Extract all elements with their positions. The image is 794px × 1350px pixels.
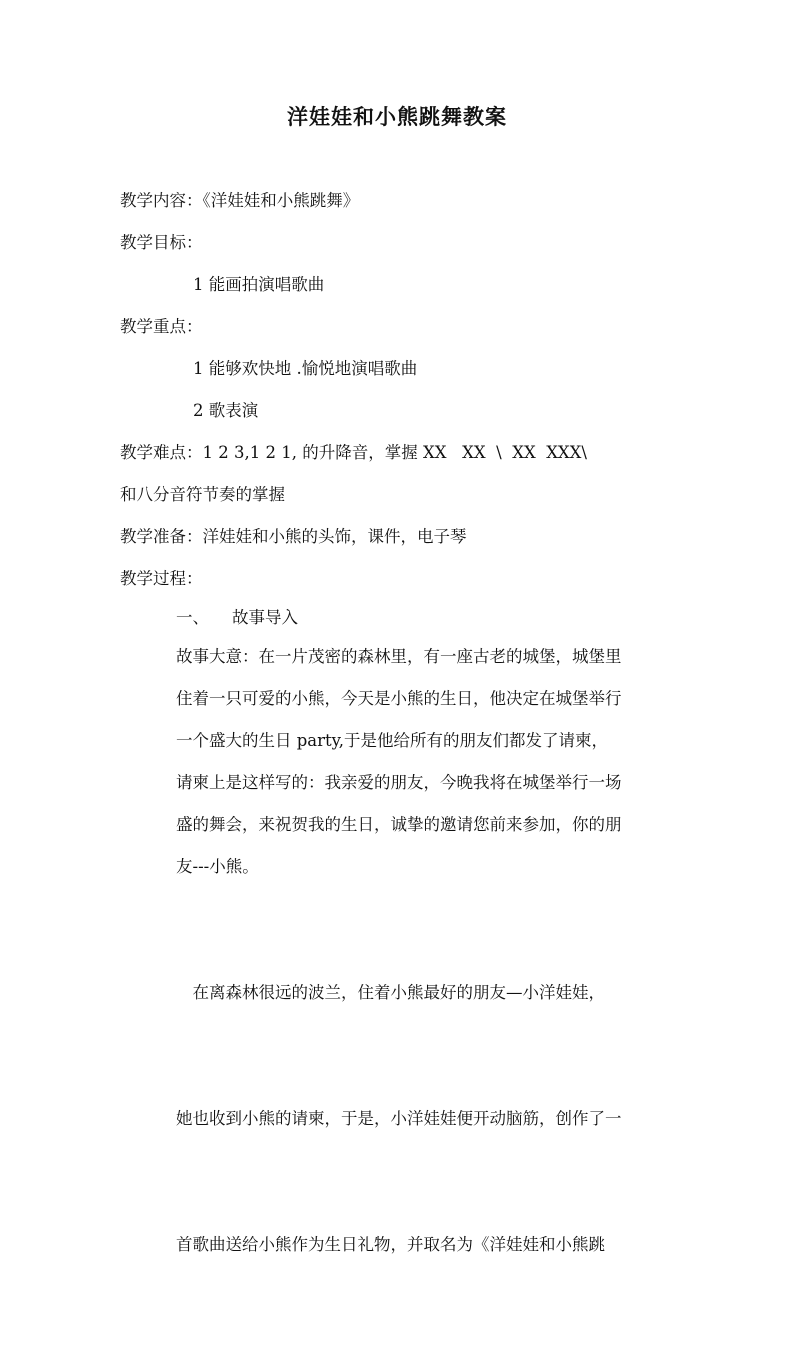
story-line: 首歌曲送给小熊作为生日礼物，并取名为《洋娃娃和小熊跳 — [176, 1235, 605, 1254]
teaching-goal-item: 1 能画拍演唱歌曲 — [193, 275, 325, 294]
story-line: 住着一只可爱的小熊，今天是小熊的生日，他决定在城堡举行 — [176, 689, 622, 708]
teaching-process-label: 教学过程： — [120, 569, 203, 588]
story-line: 请柬上是这样写的：我亲爱的朋友，今晚我将在城堡举行一场 — [176, 773, 622, 792]
story-line: 一个盛大的生日 party,于是他给所有的朋友们都发了请柬， — [176, 731, 609, 750]
step-number: 一、 — [176, 608, 209, 627]
teaching-content: 教学内容：《洋娃娃和小熊跳舞》 — [120, 191, 360, 210]
teaching-key-item: 1 能够欢快地 .愉悦地演唱歌曲 — [193, 359, 418, 378]
teaching-difficulty: 教学难点：1 2 3,1 2 1, 的升降音，掌握 XX XX \ XX XXX\ — [120, 443, 587, 462]
document-title: 洋娃娃和小熊跳舞教案 — [287, 104, 507, 129]
story-line: 在离森林很远的波兰，住着小熊最好的朋友—小洋娃娃， — [176, 983, 605, 1002]
teaching-difficulty-continued: 和八分音符节奏的掌握 — [120, 485, 285, 504]
story-paragraph-2 — [176, 888, 688, 1350]
teaching-goal-label: 教学目标： — [120, 233, 203, 252]
teaching-key-label: 教学重点： — [120, 317, 203, 336]
teaching-preparation: 教学准备：洋娃娃和小熊的头饰，课件，电子琴 — [120, 527, 467, 546]
story-line: 她也收到小熊的请柬，于是，小洋娃娃便开动脑筋，创作了一 — [176, 1109, 622, 1128]
story-line: 友---小熊。 — [176, 857, 259, 876]
step-title: 故事导入 — [232, 608, 298, 627]
teaching-key-item: 2 歌表演 — [193, 401, 259, 420]
story-line: 盛的舞会，来祝贺我的生日，诚挚的邀请您前来参加，你的朋 — [176, 815, 622, 834]
story-paragraph — [176, 636, 688, 888]
story-line: 故事大意：在一片茂密的森林里，有一座古老的城堡，城堡里 — [176, 647, 622, 666]
step-heading — [176, 606, 298, 630]
